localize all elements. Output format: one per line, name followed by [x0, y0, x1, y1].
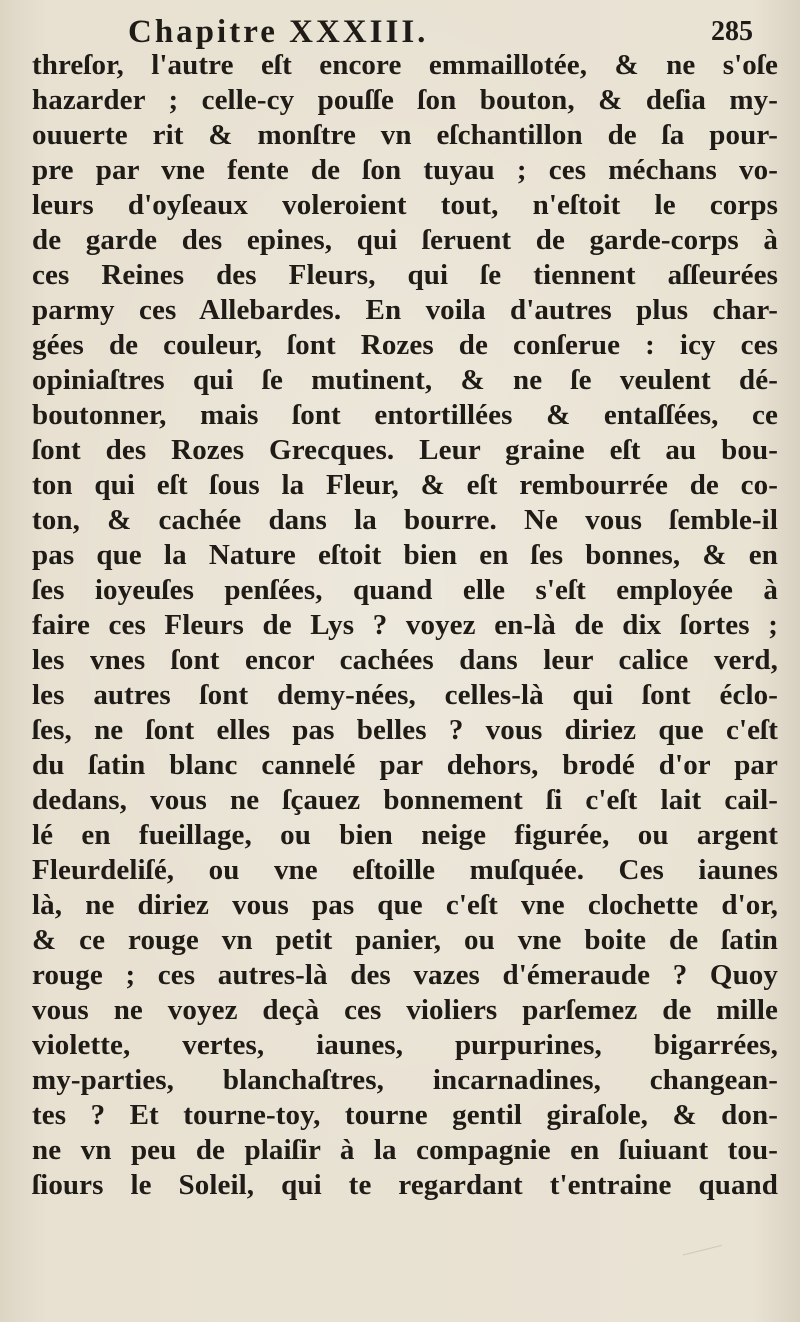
text-line: dedans, vous ne ſçauez bonnement ſi c'eſt lait cail-	[32, 784, 778, 816]
text-line: & ce rouge vn petit panier, ou vne boite de ſatin	[32, 924, 778, 956]
text-line: ſes, ne ſont elles pas belles ? vous diriez que c'eſt	[32, 714, 778, 746]
text-line: rouge ; ces autres-là des vazes d'émeraude ? Quoy	[32, 959, 778, 991]
text-line: tes ? Et tourne-toy, tourne gentil giraſole, & don-	[32, 1099, 778, 1131]
text-line: hazarder ; celle-cy pouſſe ſon bouton, & deſia my-	[32, 84, 778, 116]
text-line: ſont des Rozes Grecques. Leur graine eſt au bou-	[32, 434, 778, 466]
text-line: threſor, l'autre eſt encore emmaillotée, & ne s'oſe	[32, 49, 778, 81]
text-line: ouuerte rit & monſtre vn eſchantillon de ſa pour-	[32, 119, 778, 151]
text-line: pas que la Nature eſtoit bien en ſes bonnes, & en	[32, 539, 778, 571]
text-line: ton qui eſt ſous la Fleur, & eſt rembourrée de co-	[32, 469, 778, 501]
text-line: les autres ſont demy-nées, celles-là qui ſont éclo-	[32, 679, 778, 711]
text-line: ne vn peu de plaiſir à la compagnie en ſuiuant tou-	[32, 1134, 778, 1166]
running-head: Chapitre XXXIII.	[128, 14, 429, 50]
text-line: Fleurdeliſé, ou vne eſtoille muſquée. Ces iaunes	[32, 854, 778, 886]
text-line: parmy ces Allebardes. En voila d'autres plus char-	[32, 294, 778, 326]
paper-mark	[678, 1225, 722, 1255]
text-line: opiniaſtres qui ſe mutinent, & ne ſe veulent dé-	[32, 364, 778, 396]
text-line: ſes ioyeuſes penſées, quand elle s'eſt employée à	[32, 574, 778, 606]
text-line: du ſatin blanc cannelé par dehors, brodé d'or par	[32, 749, 778, 781]
text-line: pre par vne fente de ſon tuyau ; ces méchans vo-	[32, 154, 778, 186]
text-line: lé en fueillage, ou bien neige figurée, ou argent	[32, 819, 778, 851]
text-line: violette, vertes, iaunes, purpurines, bigarrées,	[32, 1029, 778, 1061]
text-line: faire ces Fleurs de Lys ? voyez en-là de dix ſortes ;	[32, 609, 778, 641]
text-line: vous ne voyez deçà ces violiers parſemez de mille	[32, 994, 778, 1026]
text-line: ton, & cachée dans la bourre. Ne vous ſemble-il	[32, 504, 778, 536]
text-line: ces Reines des Fleurs, qui ſe tiennent aſſeurées	[32, 259, 778, 291]
page-header	[0, 8, 800, 52]
page-number: 285	[711, 16, 753, 47]
text-line: de garde des epines, qui ſeruent de garde-corps à	[32, 224, 778, 256]
text-line: gées de couleur, ſont Rozes de conſerue : icy ces	[32, 329, 778, 361]
text-line: leurs d'oyſeaux voleroient tout, n'eſtoit le corps	[32, 189, 778, 221]
text-line: les vnes ſont encor cachées dans leur calice verd,	[32, 644, 778, 676]
text-line: my-parties, blanchaſtres, incarnadines, changean-	[32, 1064, 778, 1096]
text-line: boutonner, mais ſont entortillées & entaſſées, ce	[32, 399, 778, 431]
text-line: là, ne diriez vous pas que c'eſt vne clochette d'or,	[32, 889, 778, 921]
text-line: ſiours le Soleil, qui te regardant t'entraine quand	[32, 1169, 778, 1201]
body-text	[32, 48, 778, 1203]
